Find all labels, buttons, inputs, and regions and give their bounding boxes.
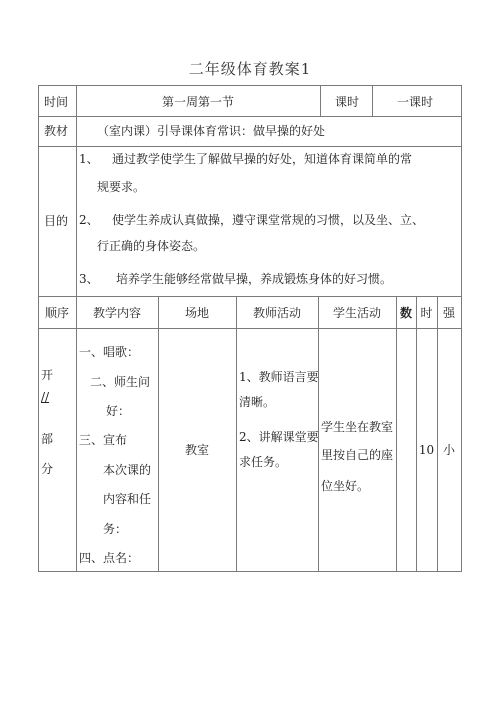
content-line: 一、唱歌： — [79, 345, 140, 359]
material-value: （室内课）引导课体育常识：做早操的好处 — [97, 124, 326, 138]
order-text: 部 — [41, 432, 54, 446]
header-intensity: 强 — [442, 306, 455, 320]
page-title: 二年级体育教案1 — [188, 60, 312, 78]
content-line: 四、点名： — [79, 551, 140, 565]
student-activity-line: 学生坐在教室 — [321, 420, 394, 434]
teacher-activity-line: 2、讲解课堂要 — [239, 430, 319, 444]
material-label: 教材 — [44, 124, 69, 138]
time-label: 时间 — [44, 95, 69, 109]
header-count: 数 — [399, 306, 412, 320]
order-text: 开 — [41, 368, 54, 382]
time-value: 第一周第一节 — [161, 95, 234, 109]
objective-3-number: 3、 — [79, 272, 99, 286]
period-label: 课时 — [335, 95, 360, 109]
content-line: 二、师生问 — [90, 375, 151, 389]
header-order: 顺序 — [44, 306, 69, 320]
teacher-activity-line: 1、教师语言要 — [239, 370, 319, 384]
objective-1-text: 通过教学使学生了解做早操的好处，知道体育课简单的常 — [112, 152, 413, 166]
objective-2-text-cont: 行正确的身体姿态。 — [97, 239, 206, 253]
objective-2-text: 使学生养成认真做操，遵守课堂常规的习惯，以及坐、立、 — [112, 213, 425, 227]
content-line: 务： — [103, 522, 128, 536]
objective-3-text: 培养学生能够经常做早操，养成锻炼身体的好习惯。 — [116, 272, 393, 286]
teacher-activity-line: 清晰。 — [239, 395, 276, 409]
objective-1-text-cont: 规要求。 — [97, 180, 146, 194]
header-content: 教学内容 — [92, 306, 141, 320]
objectives-label: 目的 — [44, 214, 69, 228]
content-line: 三、宣布 — [79, 433, 128, 447]
period-value: 一课时 — [397, 95, 434, 109]
intensity-value: 小 — [442, 443, 455, 457]
student-activity-line: 位坐好。 — [321, 479, 370, 493]
content-line: 内容和任 — [103, 492, 152, 506]
objective-1-number: 1、 — [79, 152, 99, 166]
objective-2-number: 2、 — [79, 213, 99, 227]
order-text: 分 — [41, 462, 54, 476]
header-teacher-activity: 教师活动 — [252, 306, 301, 320]
content-line: 好： — [106, 404, 131, 418]
header-venue: 场地 — [184, 306, 209, 320]
time-value-cell: 10 — [418, 443, 435, 457]
order-text: // — [41, 390, 50, 404]
student-activity-line: 里按自己的座 — [321, 448, 394, 462]
venue-text: 教室 — [184, 443, 209, 457]
header-time: 时 — [420, 306, 433, 320]
teacher-activity-line: 求任务。 — [239, 455, 288, 469]
header-student-activity: 学生活动 — [332, 306, 381, 320]
content-line: 本次课的 — [103, 463, 152, 477]
